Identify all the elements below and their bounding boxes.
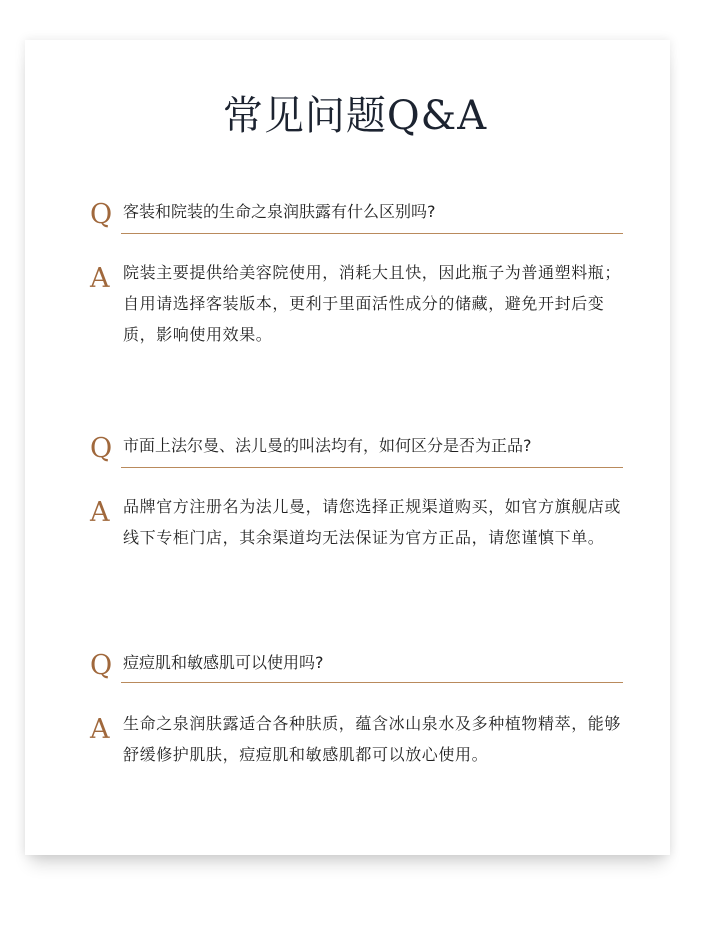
question-text: 客装和院装的生命之泉润肤露有什么区别吗? [123, 202, 436, 221]
a-letter: A [90, 714, 110, 745]
page-title: 常见问题Q&A [222, 93, 488, 139]
a-letter: A [90, 263, 110, 294]
question-text: 痘痘肌和敏感肌可以使用吗? [123, 653, 324, 672]
answer-text: 品牌官方注册名为法儿曼，请您选择正规渠道购买，如官方旗舰店或线下专柜门店，其余渠道均无法保证为官方正品，请您谨慎下单。 [123, 497, 622, 547]
q-letter: Q [90, 433, 113, 464]
q-letter: Q [90, 199, 113, 230]
q-letter: Q [90, 650, 113, 681]
a-letter: A [90, 497, 110, 528]
question-divider [121, 682, 623, 683]
question-divider [121, 467, 623, 468]
answer-text: 生命之泉润肤露适合各种肤质，蕴含冰山泉水及多种植物精萃，能够舒缓修护肌肤，痘痘肌和敏感肌都可以放心使用。 [123, 714, 622, 764]
answer-text: 院装主要提供给美容院使用，消耗大且快，因此瓶子为普通塑料瓶；自用请选择客装版本，更利于里面活性成分的储藏，避免开封后变质，影响使用效果。 [123, 263, 622, 344]
question-text: 市面上法尔曼、法儿曼的叫法均有，如何区分是否为正品? [123, 436, 532, 455]
question-divider [121, 233, 623, 234]
